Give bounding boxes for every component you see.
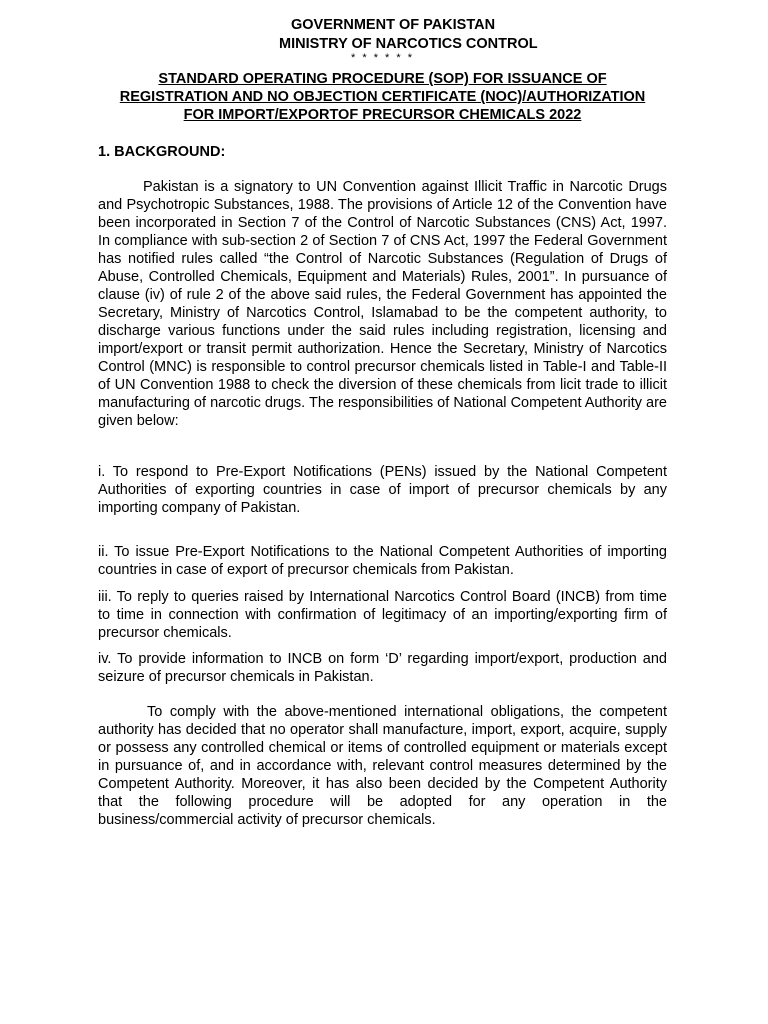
document-title xyxy=(98,70,667,124)
responsibility-item-3: iii. To reply to queries raised by International Narcotics Control Board (INCB) from time to time in connection with confirmation of legitimacy of an importing/exporting firm of precursor chemicals. xyxy=(98,589,667,641)
responsibility-item-2: ii. To issue Pre-Export Notifications to the National Competent Authorities of importing countries in case of export of precursor chemicals from Pakistan. xyxy=(98,544,667,578)
ministry-heading: MINISTRY OF NARCOTICS CONTROL xyxy=(279,36,538,52)
compliance-paragraph: To comply with the above-mentioned international obligations, the competent authority has decided that no operator shall manufacture, import, export, acquire, supply or possess any controlled chemical or items of controlled equipment or materials except in pursuance of, and in accordance with, relevant control measures determined by the Competent Authority. Moreover, it has also been decided by the Competent Authority that the following procedure will be adopted for any operation in the business/commercial activity of precursor chemicals. xyxy=(98,704,667,828)
title-line-2: REGISTRATION AND NO OBJECTION CERTIFICATE (NOC)/AUTHORIZATION xyxy=(119,89,646,105)
background-paragraph: Pakistan is a signatory to UN Convention against Illicit Traffic in Narcotic Drugs and Psychotropic Substances, 1988. The provisions of Article 12 of the Convention have been incorporated in Section 7 of the Control of Narcotic Substances (CNS) Act, 1997. In compliance with sub-section 2 of Section 7 of CNS Act, 1997 the Federal Government has notified rules called “the Control of Narcotic Substances (Regulation of Drugs of Abuse, Controlled Chemicals, Equipment and Materials) Rules, 2001”. In pursuance of clause (iv) of rule 2 of the above said rules, the Federal Government has appointed the Secretary, Ministry of Narcotics Control, Islamabad to be the competent authority, to discharge various functions under the said rules including registration, licensing and import/export or transit permit authorization. Hence the Secretary, Ministry of Narcotics Control (MNC) is responsible to control precursor chemicals listed in Table-I and Table-II of UN Convention 1988 to check the diversion of these chemicals from licit trade to illicit manufacturing of narcotic drugs. The responsibilities of National Competent Authority are given below: xyxy=(98,179,667,429)
title-line-3: FOR IMPORT/EXPORTOF PRECURSOR CHEMICALS 2022 xyxy=(183,107,582,123)
star-separator: * * * * * * xyxy=(351,52,414,64)
title-line-1: STANDARD OPERATING PROCEDURE (SOP) FOR ISSUANCE OF xyxy=(158,71,607,87)
government-heading: GOVERNMENT OF PAKISTAN xyxy=(291,17,496,33)
responsibility-item-4: iv. To provide information to INCB on form ‘D’ regarding import/export, production and seizure of precursor chemicals in Pakistan. xyxy=(98,651,667,685)
responsibility-item-1: i. To respond to Pre-Export Notifications (PENs) issued by the National Competent Authorities of exporting countries in case of import of precursor chemicals by any importing company of Pakistan. xyxy=(98,464,667,516)
section-heading-background: 1. BACKGROUND: xyxy=(98,144,226,160)
